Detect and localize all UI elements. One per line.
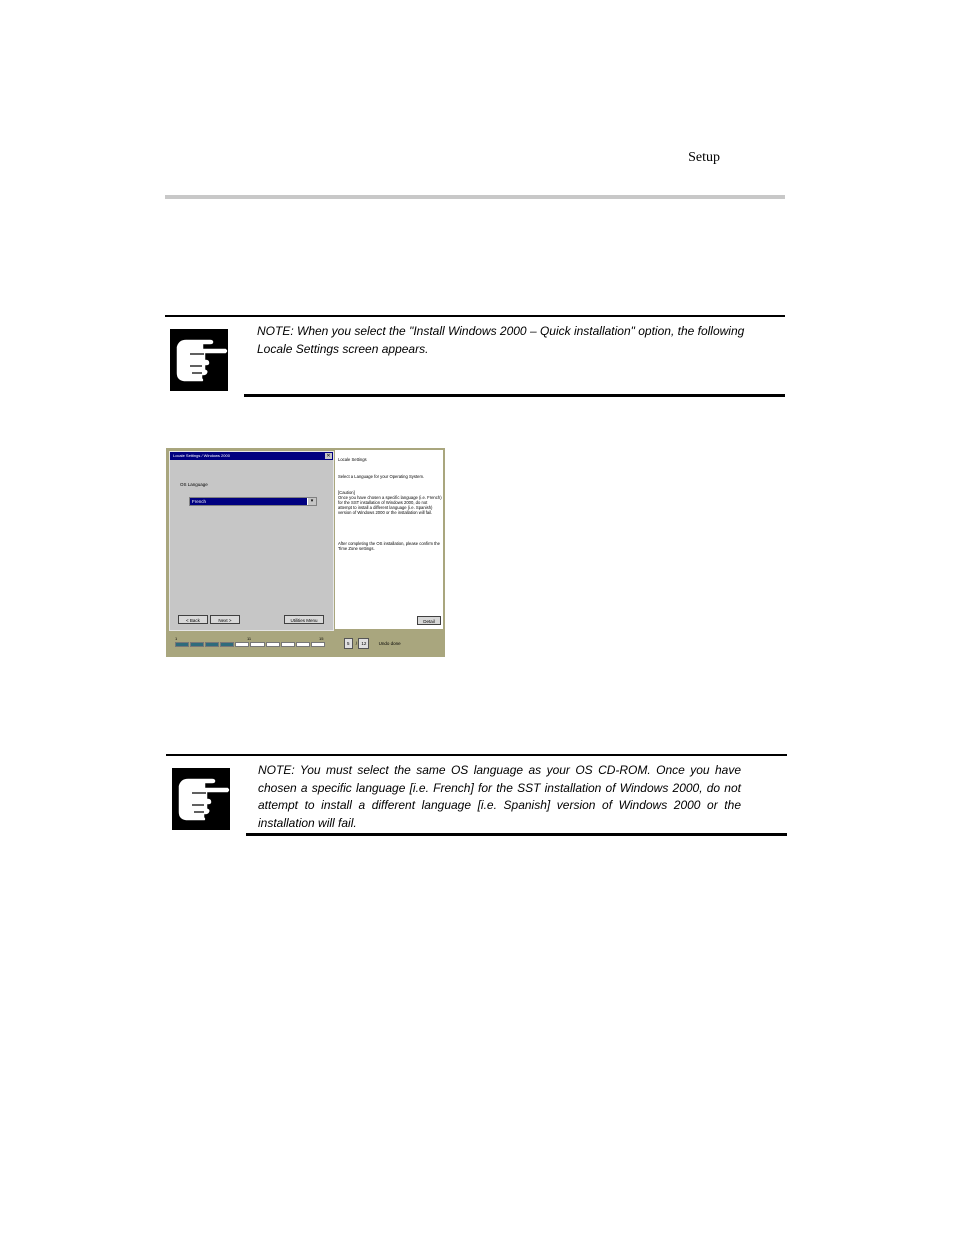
progress-segment xyxy=(235,642,249,647)
note-top-rule xyxy=(165,315,785,317)
window-title: Locale Settings / Windows 2000 xyxy=(173,453,230,458)
progress-segment xyxy=(175,642,189,647)
note-text: NOTE: You must select the same OS language as your OS CD-ROM. Once you have chosen a specific language [i.e. French] for the SST installation of Windows 2000, do not attempt to install a different language [i.e. Spanish] version of Windows 2000 or the installation will fail. xyxy=(258,763,741,830)
step-total: 12 xyxy=(358,638,369,649)
step-current: 5 xyxy=(344,638,353,649)
step-counter xyxy=(344,638,401,649)
pointing-hand-icon xyxy=(170,329,228,391)
note-bottom-rule xyxy=(244,394,785,397)
pointing-hand-icon xyxy=(172,768,230,830)
help-after: After completing the OS installation, please confirm the Time Zone settings. xyxy=(338,541,440,551)
os-language-select[interactable] xyxy=(189,497,317,506)
progress-segment xyxy=(281,642,295,647)
header-rule xyxy=(165,195,785,199)
status-text: Undo done xyxy=(378,641,401,646)
help-intro: Select a Language for your Operating System. xyxy=(338,474,425,479)
close-icon[interactable]: ✕ xyxy=(326,453,331,459)
next-button[interactable]: Next > xyxy=(210,615,240,624)
note-text: NOTE: When you select the "Install Windows 2000 – Quick installation" option, the following Locale Settings screen appears. xyxy=(257,324,745,356)
progress-tick: 11 xyxy=(247,636,252,641)
note-bottom-rule xyxy=(246,833,787,836)
help-panel xyxy=(335,450,443,629)
progress-area xyxy=(169,634,329,652)
progress-tick: 1 xyxy=(175,636,178,641)
help-title: Locale Settings xyxy=(338,457,367,462)
progress-segment xyxy=(311,642,325,647)
window-titlebar xyxy=(170,452,333,460)
progress-segment xyxy=(205,642,219,647)
utilities-menu-button[interactable]: Utilities Menu xyxy=(284,615,324,624)
note-top-rule xyxy=(166,754,787,756)
progress-segment xyxy=(296,642,310,647)
settings-panel xyxy=(169,451,334,631)
page-header-title: Setup xyxy=(688,150,720,165)
progress-segment xyxy=(190,642,204,647)
progress-segment xyxy=(250,642,264,647)
os-language-label: OS Language xyxy=(180,482,208,487)
progress-segment xyxy=(266,642,280,647)
help-caution-title: [Caution] xyxy=(338,490,355,495)
help-caution: Once you have chosen a specific language (i.e. French) for the SST installation of Windows 2000, do not attempt to install a different language (i.e. Spanish) version of Windows 2000 or the installation will fail. xyxy=(338,495,442,515)
progress-tick: 15 xyxy=(319,636,324,641)
os-language-value: French xyxy=(190,498,307,505)
detail-button[interactable]: Detail xyxy=(417,616,441,625)
step-separator: / xyxy=(355,641,358,646)
back-button[interactable]: < Back xyxy=(178,615,208,624)
locale-settings-screenshot xyxy=(166,448,445,657)
progress-bar xyxy=(175,642,325,647)
chevron-down-icon[interactable]: ▾ xyxy=(308,498,316,505)
progress-segment xyxy=(220,642,234,647)
